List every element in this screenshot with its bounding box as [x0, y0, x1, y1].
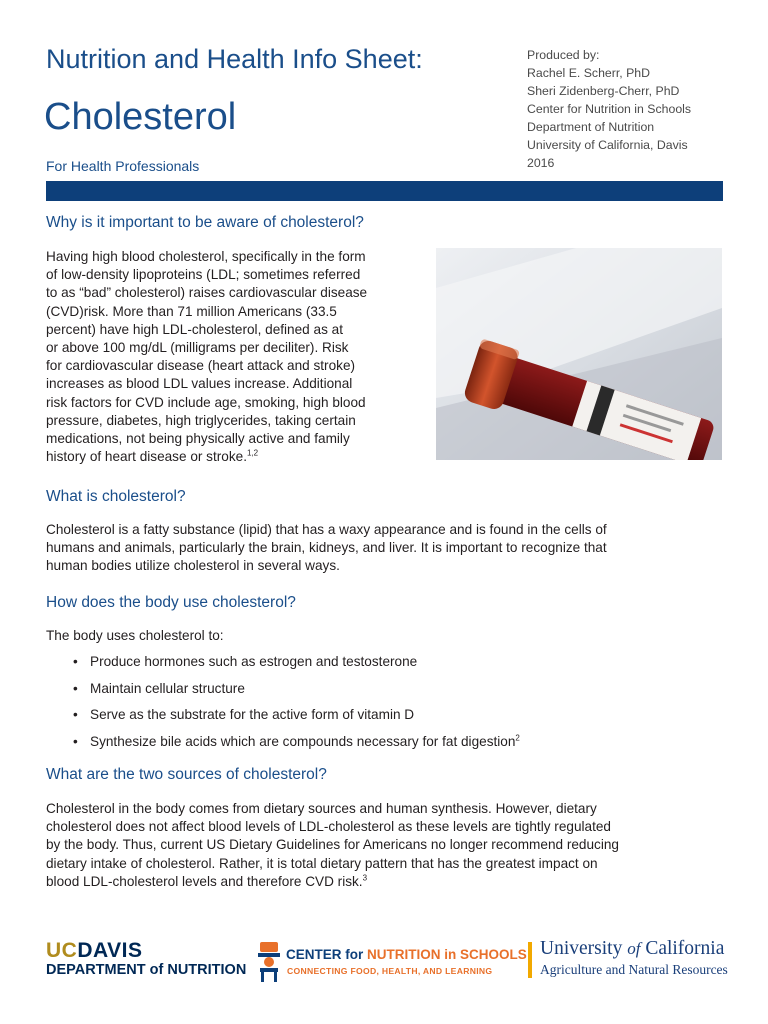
reference-superscript: 1,2 [246, 448, 259, 458]
credit-line: Department of Nutrition [527, 120, 655, 134]
section-heading-what-is: What is cholesterol? [46, 488, 186, 505]
cholesterol-uses-list [46, 654, 520, 760]
footer-logos [0, 936, 768, 996]
section-heading-body-use: How does the body use cholesterol? [46, 594, 296, 611]
credit-line: Produced by: [527, 48, 600, 62]
uc-anr-logo: University of California Agriculture and Natural Resources [540, 938, 728, 977]
section-heading-why-important: Why is it important to be aware of cholesterol? [46, 214, 364, 231]
credit-line: Sheri Zidenberg-Cherr, PhD [527, 84, 680, 98]
credits-block [527, 46, 691, 172]
credit-line: Center for Nutrition in Schools [527, 102, 692, 116]
list-item: • Serve as the substrate for the active form of vitamin D [46, 707, 520, 734]
blood-sample-tube-photo [436, 248, 722, 460]
list-item: • Produce hormones such as estrogen and testosterone [46, 654, 520, 681]
section-heading-sources: What are the two sources of cholesterol? [46, 766, 327, 783]
section-paragraph-sources: Cholesterol in the body comes from dietary sources and human synthesis. However, dietary cholesterol does not affect blood levels of LDL-cholesterol as these levels are tightly regulated by the body. Thus, current US Dietary Guidelines for Americans no longer recommend reducing dietary intake of cholesterol. Rather, it is total dietary pattern that has the greatest impact on blood LDL-cholesterol levels and therefore CVD risk.$^3$ [46, 801, 619, 889]
credit-line: 2016 [527, 156, 555, 170]
credit-line: Rachel E. Scherr, PhD [527, 66, 651, 80]
school-desk-icon [254, 940, 286, 984]
center-for-nutrition-in-schools-logo: CENTER for NUTRITION in SCHOOLS CONNECTING FOOD, HEALTH, AND LEARNING [254, 940, 509, 984]
section-intro-body-use: The body uses cholesterol to: [46, 628, 224, 643]
page-title: Cholesterol [44, 96, 237, 138]
credit-line: University of California, Davis [527, 138, 688, 152]
reference-superscript: 2 [515, 732, 520, 742]
header-rule [46, 181, 723, 201]
section-paragraph-what-is: Cholesterol is a fatty substance (lipid) that has a waxy appearance and is found in the cells of humans and animals, particularly the brain, kidneys, and liver. It is important to recognize that human bodies utilize cholesterol in several ways. [46, 522, 607, 574]
uc-logo-bar [528, 942, 532, 978]
page-subtitle: For Health Professionals [46, 158, 200, 174]
ucdavis-nutrition-logo: UCDAVIS DEPARTMENT of NUTRITION [46, 939, 247, 978]
section-paragraph-why-important: Having high blood cholesterol, specifically in the form of low-density lipoproteins (LDL; sometimes referred to as “bad” cholesterol) raises cardiovascular disease (CVD)risk. More than 71 million Americans (33.5 percent) have high LDL-cholesterol, defined as at or above 100 mg/dL (milligrams per deciliter). Risk for cardiovascular disease (heart attack and stroke) increases as blood LDL values increase. Additional risk factors for CVD include age, smoking, high blood pressure, diabetes, high triglycerides, taking certain medications, not being physically active and family history of heart disease or stroke.$^{1,2}$ [46, 249, 368, 465]
list-item: • Synthesize bile acids which are compounds necessary for fat digestion$^2$ [46, 734, 520, 761]
list-item: • Maintain cellular structure [46, 681, 520, 708]
page-title-line1: Nutrition and Health Info Sheet: [46, 44, 423, 74]
reference-superscript: 3 [362, 873, 368, 883]
